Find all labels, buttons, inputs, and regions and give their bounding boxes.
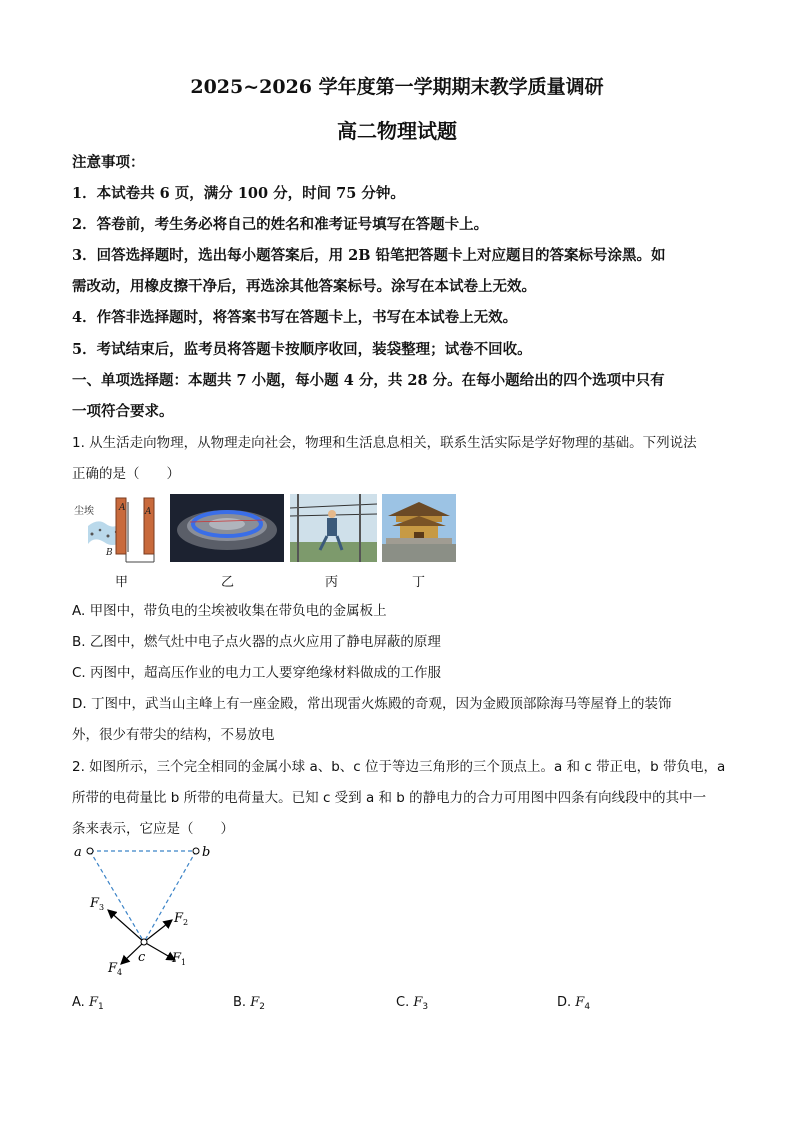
notice-item: 4．作答非选择题时，将答案书写在答题卡上，书写在本试卷上无效。 (72, 309, 518, 326)
notice-item: 1．本试卷共 6 页，满分 100 分，时间 75 分钟。 (72, 185, 405, 202)
ball-c (141, 939, 147, 945)
q2-option-a: A. $F_1$ (72, 995, 104, 1012)
q1-option-d-cont: 外，很少有带尖的结构，不易放电 (72, 727, 275, 743)
plate-label: A (119, 503, 126, 513)
figure-precipitator (70, 492, 165, 567)
vector-f1 (144, 942, 175, 960)
vector-f3 (108, 910, 144, 942)
q1-stem: 1. 从生活走向物理，从物理走向社会，物理和生活息息相关，联系生活实际是学好物理的基础。下列说法 (72, 435, 697, 451)
q1-option-a: A. 甲图中，带负电的尘埃被收集在带负电的金属板上 (72, 603, 387, 619)
q2-option-c: C. $F_3$ (396, 995, 429, 1012)
figure-golden-hall (382, 494, 456, 562)
caption-ding: 丁 (412, 575, 426, 590)
force-diagram (72, 840, 232, 982)
label-f3: $F_3$ (90, 896, 105, 912)
q2-stem: 2. 如图所示，三个完全相同的金属小球 a、b、c 位于等边三角形的三个顶点上。a 和 c 带正电，b 带负电，a (72, 759, 726, 775)
ball-b (193, 848, 199, 854)
label-a: a (74, 845, 82, 860)
label-f4: $F_4$ (108, 961, 123, 977)
caption-bing: 丙 (325, 575, 339, 590)
plate-label: A (145, 507, 152, 517)
figure-power-worker (290, 494, 377, 562)
q2-stem-cont2: 条来表示，它应是（ ） (72, 821, 234, 837)
q2-stem-cont: 所带的电荷量比 b 所带的电荷量大。已知 c 受到 a 和 b 的静电力的合力可用图中四条有向线段中的其中一 (72, 790, 707, 806)
wire-label: B (106, 548, 113, 558)
dust-label: 尘埃 (74, 506, 94, 517)
q1-option-d: D. 丁图中，武当山主峰上有一座金殿，常出现雷火炼殿的奇观，因为金殿顶部除海马等屋脊上的装饰 (72, 696, 672, 712)
side-bc (144, 851, 196, 942)
figure-gas-stove (170, 494, 284, 562)
notice-heading: 注意事项： (72, 154, 145, 171)
notice-item: 2．答卷前，考生务必将自己的姓名和准考证号填写在答题卡上。 (72, 216, 489, 233)
notice-item: 5．考试结束后，监考员将答题卡按顺序收回，装袋整理；试卷不回收。 (72, 341, 532, 358)
q1-option-c: C. 丙图中，超高压作业的电力工人要穿绝缘材料做成的工作服 (72, 665, 442, 681)
caption-yi: 乙 (221, 575, 235, 590)
label-c: c (138, 950, 146, 965)
notice-item: 需改动，用橡皮擦干净后，再选涂其他答案标号。涂写在本试卷上无效。 (72, 278, 536, 295)
label-b: b (202, 845, 211, 860)
notice-item: 3．回答选择题时，选出每小题答案后，用 2B 铅笔把答题卡上对应题目的答案标号涂黑。如 (72, 247, 666, 264)
q2-option-d: D. $F_4$ (557, 995, 591, 1012)
section-heading-cont: 一项符合要求。 (72, 403, 174, 420)
caption-jia: 甲 (115, 575, 129, 590)
q1-option-b: B. 乙图中，燃气灶中电子点火器的点火应用了静电屏蔽的原理 (72, 634, 441, 650)
q1-stem-cont: 正确的是（ ） (72, 466, 180, 482)
exam-title: 2025~2026 学年度第一学期期末教学质量调研 (190, 76, 604, 98)
vector-f2 (144, 920, 172, 942)
q2-option-b: B. $F_2$ (233, 995, 265, 1012)
ball-a (87, 848, 93, 854)
section-heading: 一、单项选择题：本题共 7 小题，每小题 4 分，共 28 分。在每小题给出的四个选项中只有 (72, 372, 665, 389)
label-f1: $F_1$ (172, 951, 187, 967)
label-f2: $F_2$ (174, 911, 189, 927)
exam-subtitle: 高二物理试题 (337, 119, 457, 143)
